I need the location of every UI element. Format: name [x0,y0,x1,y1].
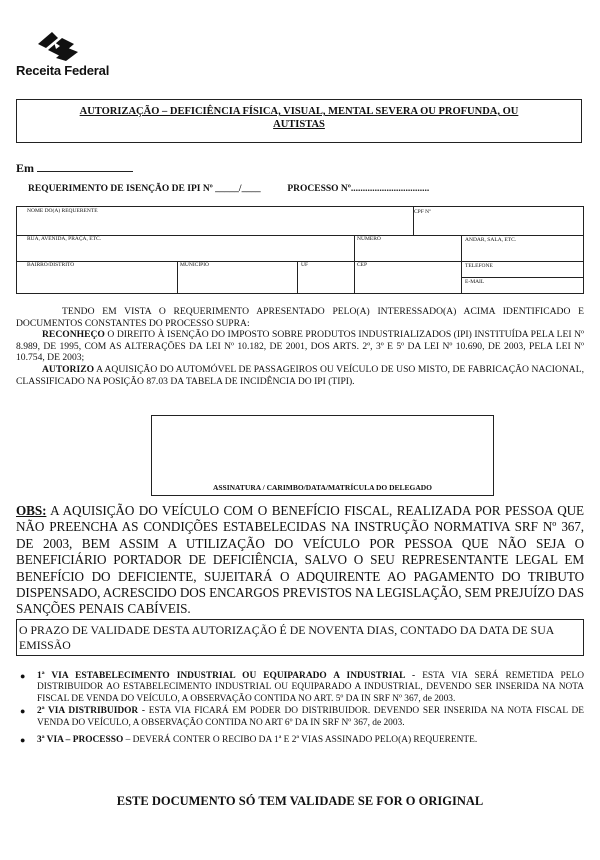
list-item [20,706,584,729]
document-title: AUTORIZAÇÃO – DEFICIÊNCIA FÍSICA, VISUAL, MENTAL SEVERA OU PROFUNDA, OU AUTISTAS [79,106,519,130]
list-item [20,671,584,705]
state-field-label: UF [301,262,309,268]
body-paragraph-1: TENDO EM VISTA O REQUERIMENTO APRESENTADO PELO(A) INTERESSADO(A) ACIMA IDENTIFICADO E DOCUMENTOS CONSTANTES DO PROCESSO SUPRA: [16,306,584,329]
via-2-title: 2ª VIA DISTRIBUIDOR - [37,706,146,717]
phone-field-label: TELEFONE [465,263,493,269]
bullet-icon: ● [20,671,26,681]
email-field-label: E-MAIL [465,279,485,285]
district-field-label: BAIRRO/DISTRITO [27,262,75,268]
city-field-label: MUNICÍPIO [180,262,210,268]
via-3-text: – DEVERÁ CONTER O RECIBO DA 1ª E 2ª VIAS ASSINADO PELO(A) REQUERENTE. [123,735,478,746]
via-1-title: 1ª VIA ESTABELECIMENTO INDUSTRIAL OU EQUIPARADO A INDUSTRIAL - [37,671,416,681]
observation [16,503,584,618]
body-paragraph-3-text: A AQUISIÇÃO DO AUTOMÓVEL DE PASSAGEIROS OU VEÍCULO DE USO MISTO, DE FABRICAÇÃO NACIONAL, CLASSIFICADO NA POSIÇÃO 87.03 DA TABELA DE INCIDÊNCIA DO IPI (TIPI). [16,363,584,387]
logo-text: Receita Federal [16,63,110,78]
signature-box[interactable] [151,415,494,496]
floor-field-label: ANDAR, SALA, ETC. [465,237,517,243]
bullet-icon: ● [20,735,26,746]
cpf-field-label: CPF Nº [414,209,431,215]
via-2-text: ESTA VIA FICARÁ EM PODER DO DISTRIBUIDOR. DEVENDO SER INSERIDA NA NOTA FISCAL DE VENDA DO VEÍCULO, A OBSERVAÇÃO CONTIDA NO ART 6º DA IN SRF Nº 367, de 2003. [37,706,584,728]
request-line [28,184,429,194]
title-box [16,99,582,143]
receita-federal-logo-icon [34,30,80,62]
number-field-label: NÚMERO [357,236,381,242]
via-3-title: 3ª VIA – PROCESSO [37,735,124,746]
copies-list [20,671,584,747]
location-field[interactable] [37,171,133,172]
authorize-keyword: AUTORIZO [42,363,95,375]
validity-footer: ESTE DOCUMENTO SÓ TEM VALIDADE SE FOR O ORIGINAL [116,794,484,808]
obs-text: A AQUISIÇÃO DO VEÍCULO COM O BENEFÍCIO FISCAL, REALIZADA POR PESSOA QUE NÃO PREENCHA AS CONDIÇÕES ESTABELECIDAS NA INSTRUÇÃO NORMATIVA SRF Nº 367, DE 2003, BEM ASSIM A UTILIZAÇÃO DO VEÍCULO POR PESSOA QUE NÃO SEJA O BENEFICIÁRIO PORTADOR DE DEFICIÊNCIA, SALVO O SEU REPRESENTANTE LEGAL EM BENEFÍCIO DO DEFICIENTE, SUJEITARÁ O ADQUIRENTE AO PAGAMENTO DO TRIBUTO DISPENSADO, ACRESCIDO DOS ENCARGOS PREVISTOS NA LEGISLAÇÃO, SEM PREJUÍZO DAS SANÇÕES PENAIS CABÍVEIS. [16,503,584,617]
validity-notice: O PRAZO DE VALIDADE DESTA AUTORIZAÇÃO É DE NOVENTA DIAS, CONTADO DA DATA DE SUA EMISSÃO [16,619,584,656]
name-field-label: NOME DO(A) REQUERENTE [27,208,98,214]
signature-label: ASSINATURA / CARIMBO/DATA/MATRÍCULA DO DELEGADO [212,483,433,492]
recognize-keyword: RECONHEÇO [42,329,105,341]
body-paragraph-2 [16,329,584,364]
via-1-text: ESTA VIA SERÁ REMETIDA PELO DISTRIBUIDOR AO ESTABELECIMENTO INDUSTRIAL OU EQUIPARADO A INDUSTRIAL, DEVENDO SER INSERIDA NA NOTA FISCAL DE VENDA DO VEÍCULO, A OBSERVAÇÃO CONTIDA NO ART. 5º DA IN SRF Nº 367, de 2003. [37,671,584,704]
authorization-body [16,306,584,387]
obs-label: OBS: [16,503,47,518]
body-paragraph-3 [16,364,584,387]
body-paragraph-2-text: O DIREITO À ISENÇÃO DO IMPOSTO SOBRE PRODUTOS INDUSTRIALIZADOS (IPI) INSTITUÍDA PELA LEI Nº 8.989, DE 1995, COM AS ALTERAÇÕES DA LEI Nº 10.182, DE 2001, DOS ARTS. 2º, 3º E 5º DA LEI Nº 10.690, DE 2003, PELA LEI Nº 10.754, DE 2003; [16,329,584,364]
zip-field-label: CEP [357,262,368,268]
location-label: Em [16,161,34,175]
street-field-label: RUA, AVENIDA, PRAÇA, ETC. [27,236,102,242]
process-number-label: PROCESSO Nº................................. [287,184,430,194]
request-number-label: REQUERIMENTO DE ISENÇÃO DE IPI Nº _____/____ [28,184,261,194]
list-item [20,735,584,746]
bullet-icon: ● [20,706,26,717]
requester-form [16,206,584,294]
